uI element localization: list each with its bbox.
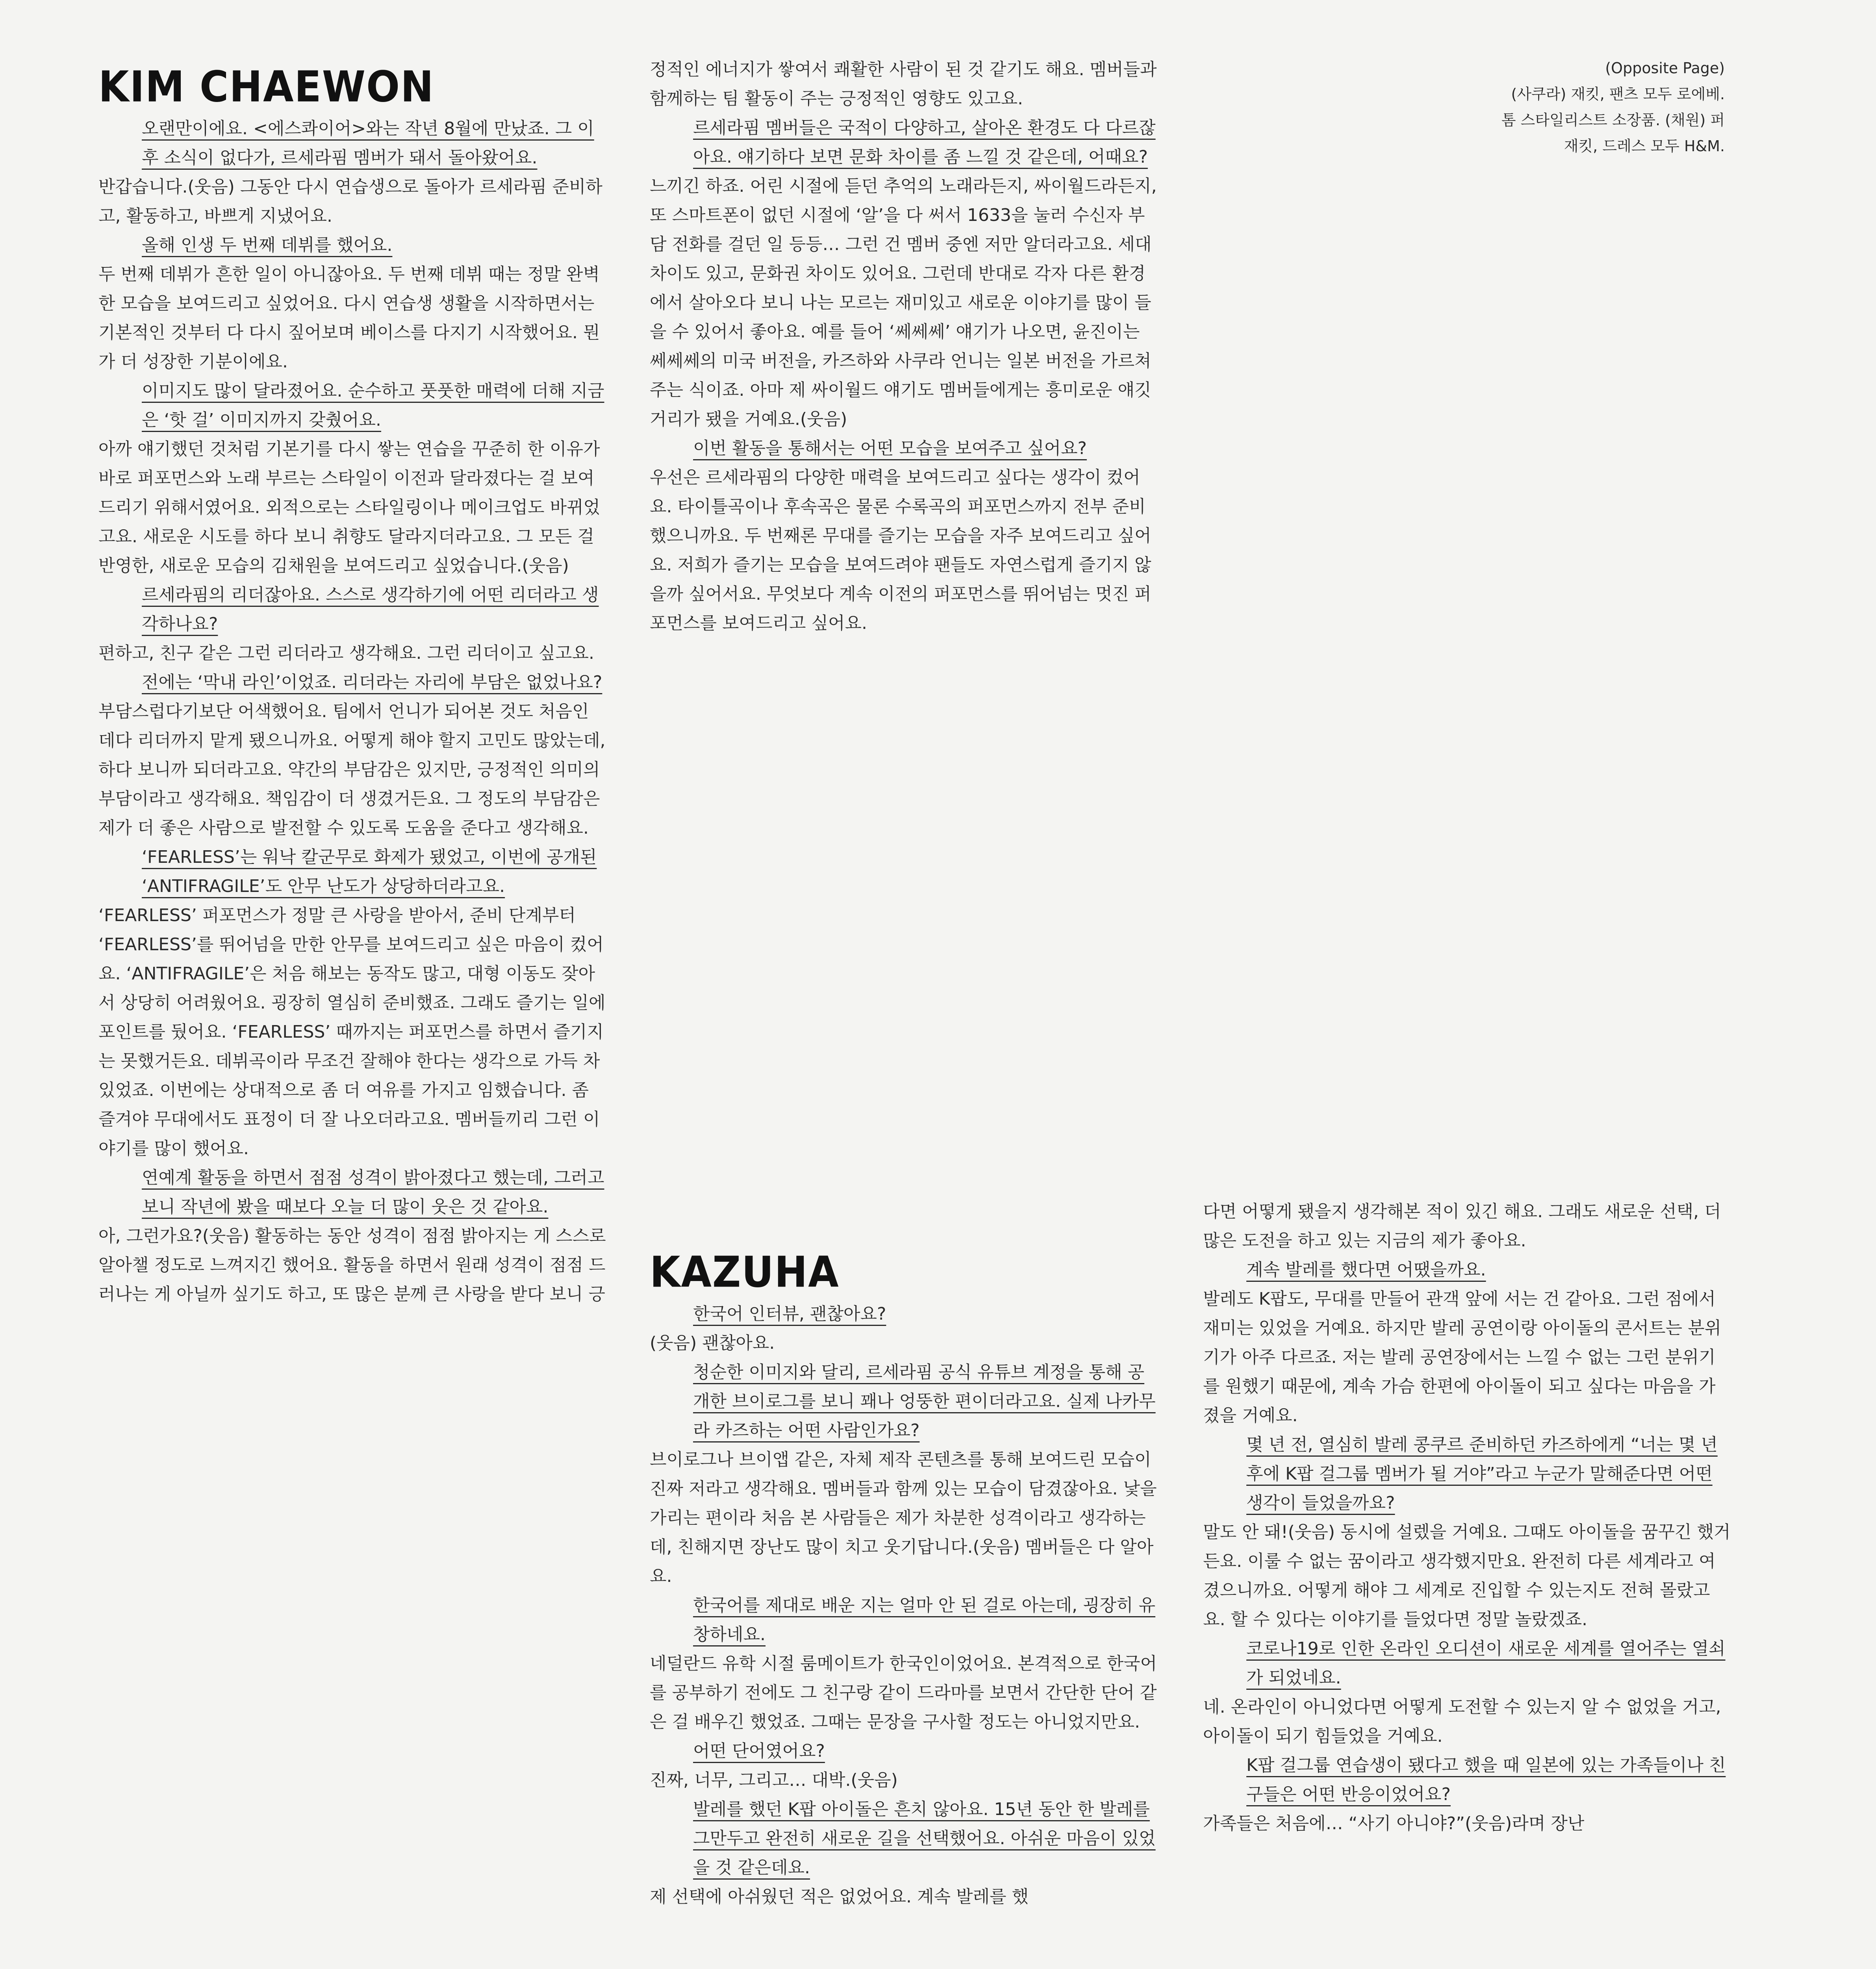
interview-question: 연예계 활동을 하면서 점점 성격이 밝아졌다고 했는데, 그러고 보니 작년에 봤을 때보다 오늘 더 많이 웃은 것 같아요.: [142, 1168, 604, 1217]
interview-block: [650, 55, 1158, 638]
interview-answer: 진짜, 너무, 그리고… 대박.(웃음): [650, 1770, 898, 1790]
interview-block: [98, 114, 606, 1309]
interview-question: 한국어 인터뷰, 괜찮아요?: [693, 1304, 886, 1324]
interview-question: 몇 년 전, 열심히 발레 콩쿠르 준비하던 카즈하에게 “너는 몇 년 후에 K팝 걸그룹 멤버가 될 거야”라고 누군가 말해준다면 어떤 생각이 들었을까요?: [1246, 1435, 1718, 1513]
interview-answer: 네덜란드 유학 시절 룸메이트가 한국인이었어요. 본격적으로 한국어를 공부하기 전에도 그 친구랑 같이 드라마를 보면서 간단한 단어 같은 걸 배우긴 했었죠. 그때는 문장을 구사할 정도는 아니었지만요.: [650, 1654, 1157, 1732]
interview-question: 어떤 단어였어요?: [693, 1741, 825, 1761]
interview-question: 한국어를 제대로 배운 지는 얼마 안 된 걸로 아는데, 굉장히 유창하네요.: [693, 1595, 1155, 1645]
kazuha-column-left: [650, 1240, 1158, 1912]
interview-answer: 부담스럽다기보단 어색했어요. 팀에서 언니가 되어본 것도 처음인 데다 리더까지 맡게 됐으니까요. 어떻게 해야 할지 고민도 많았는데, 하다 보니까 되더라고요. 약간의 부담감은 있지만, 긍정적인 의미의 부담이라고 생각해요. 책임감이 더 생겼거든요. 그 정도의 부담감은 제가 더 좋은 사람으로 발전할 수 있도록 도움을 준다고 생각해요.: [98, 701, 606, 838]
interview-answer: 우선은 르세라핌의 다양한 매력을 보여드리고 싶다는 생각이 컸어요. 타이틀곡이나 후속곡은 물론 수록곡의 퍼포먼스까지 전부 준비했으니까요. 두 번째론 무대를 즐기는 모습을 자주 보여드리고 싶어요. 저희가 즐기는 모습을 보여드려야 팬들도 자연스럽게 즐기지 않을까 싶어서요. 무엇보다 계속 이전의 퍼포먼스를 뛰어넘는 멋진 퍼포먼스를 보여드리고 싶어요.: [650, 467, 1151, 633]
interview-question: 올해 인생 두 번째 데뷔를 했어요.: [142, 235, 393, 255]
kim-column-right: [650, 55, 1158, 638]
interview-answer: 아, 그런가요?(웃음) 활동하는 동안 성격이 점점 밝아지는 게 스스로 알아챌 정도로 느껴지긴 했어요. 활동을 하면서 원래 성격이 점점 드러나는 게 아닐까 싶기도 하고, 또 많은 분께 큰 사랑을 받다 보니 긍: [98, 1226, 606, 1304]
interview-answer: 말도 안 돼!(웃음) 동시에 설렜을 거예요. 그때도 아이돌을 꿈꾸긴 했거든요. 이룰 수 없는 꿈이라고 생각했지만요. 완전히 다른 세계라고 여겼으니까요. 어떻게 해야 그 세계로 진입할 수 있는지도 전혀 몰랐고요. 할 수 있다는 이야기를 들었다면 정말 놀랐겠죠.: [1203, 1522, 1731, 1630]
interview-answer: 느끼긴 하죠. 어린 시절에 듣던 추억의 노래라든지, 싸이월드라든지, 또 스마트폰이 없던 시절에 ‘알’을 다 써서 1633을 눌러 수신자 부담 전화를 걸던 일 등등… 그런 건 멤버 중엔 저만 알더라고요. 세대 차이도 있고, 문화권 차이도 있어요. 그런데 반대로 각자 다른 환경에서 살아오다 보니 나는 모르는 재미있고 새로운 이야기를 많이 들을 수 있어서 좋아요. 예를 들어 ‘쎄쎄쎄’ 얘기가 나오면, 윤진이는 쎄쎄쎄의 미국 버전을, 카즈하와 사쿠라 언니는 일본 버전을 가르쳐주는 식이죠. 아마 제 싸이월드 얘기도 멤버들에게는 흥미로운 얘깃거리가 됐을 거예요.(웃음): [650, 176, 1157, 429]
interview-answer: 발레도 K팝도, 무대를 만들어 관객 앞에 서는 건 같아요. 그런 점에서 재미는 있었을 거예요. 하지만 발레 공연이랑 아이돌의 콘서트는 분위기가 아주 다르죠. 저는 발레 공연장에서는 느낄 수 없는 그런 분위기를 원했기 때문에, 계속 가슴 한편에 아이돌이 되고 싶다는 마음을 가졌을 거예요.: [1203, 1289, 1721, 1426]
interview-answer: 두 번째 데뷔가 흔한 일이 아니잖아요. 두 번째 데뷔 때는 정말 완벽한 모습을 보여드리고 싶었어요. 다시 연습생 생활을 시작하면서는 기본적인 것부터 다 다시 짚어보며 베이스를 다지기 시작했어요. 뭔가 더 성장한 기분이에요.: [98, 264, 600, 372]
interview-question: K팝 걸그룹 연습생이 됐다고 했을 때 일본에 있는 가족들이나 친구들은 어떤 반응이었어요?: [1246, 1755, 1726, 1804]
interview-answer: 네. 온라인이 아니었다면 어떻게 도전할 수 있는지 알 수 없었을 거고, 아이돌이 되기 힘들었을 거예요.: [1203, 1697, 1721, 1746]
photo-credits: [1402, 55, 1725, 159]
section-heading-kim: KIM CHAEWON: [98, 62, 434, 112]
interview-question: ‘FEARLESS’는 워낙 칼군무로 화제가 됐었고, 이번에 공개된 ‘ANTIFRAGILE’도 안무 난도가 상당하더라고요.: [142, 847, 597, 896]
credit-line: 재킷, 드레스 모두 H&M.: [1564, 137, 1725, 155]
interview-answer: ‘FEARLESS’ 퍼포먼스가 정말 큰 사랑을 받아서, 준비 단계부터 ‘FEARLESS’를 뛰어넘을 만한 안무를 보여드리고 싶은 마음이 컸어요. ‘ANTIFRAGILE’은 처음 해보는 동작도 많고, 대형 이동도 잦아서 상당히 어려웠어요. 굉장히 열심히 준비했죠. 그래도 즐기는 일에 포인트를 뒀어요. ‘FEARLESS’ 때까지는 퍼포먼스를 하면서 즐기지는 못했거든요. 데뷔곡이라 무조건 잘해야 한다는 생각으로 가득 차 있었죠. 이번에는 상대적으로 좀 더 여유를 가지고 임했습니다. 좀 즐겨야 무대에서도 표정이 더 잘 나오더라고요. 멤버들끼리 그런 이야기를 많이 했어요.: [98, 905, 606, 1159]
interview-question: 오랜만이에요. <에스콰이어>와는 작년 8월에 만났죠. 그 이후 소식이 없다가, 르세라핌 멤버가 돼서 돌아왔어요.: [142, 119, 594, 168]
interview-answer: 가족들은 처음에… “사기 아니야?”(웃음)라며 장난: [1203, 1813, 1585, 1834]
interview-question: 르세라핌 멤버들은 국적이 다양하고, 살아온 환경도 다 다르잖아요. 얘기하다 보면 문화 차이를 좀 느낄 것 같은데, 어때요?: [693, 118, 1156, 167]
interview-question: 발레를 했던 K팝 아이돌은 흔치 않아요. 15년 동안 한 발레를 그만두고 완전히 새로운 길을 선택했어요. 아쉬운 마음이 있었을 것 같은데요.: [693, 1799, 1156, 1878]
kazuha-column-right: [1203, 1197, 1731, 1838]
interview-block: [1203, 1197, 1731, 1838]
interview-answer: 브이로그나 브이앱 같은, 자체 제작 콘텐츠를 통해 보여드린 모습이 진짜 저라고 생각해요. 멤버들과 함께 있는 모습이 담겼잖아요. 낯을 가리는 편이라 처음 본 사람들은 제가 차분한 성격이라고 생각하는데, 친해지면 장난도 많이 치고 웃기답니다.(웃음) 멤버들은 다 알아요.: [650, 1450, 1157, 1586]
interview-answer: 다면 어떻게 됐을지 생각해본 적이 있긴 해요. 그래도 새로운 선택, 더 많은 도전을 하고 있는 지금의 제가 좋아요.: [1203, 1201, 1721, 1251]
interview-answer: 편하고, 친구 같은 그런 리더라고 생각해요. 그런 리더이고 싶고요.: [98, 643, 594, 663]
kim-column-left: [98, 55, 606, 1309]
section-heading-kazuha: KAZUHA: [650, 1247, 840, 1297]
interview-answer: 정적인 에너지가 쌓여서 쾌활한 사람이 된 것 같기도 해요. 멤버들과 함께하는 팀 활동이 주는 긍정적인 영향도 있고요.: [650, 59, 1157, 109]
credit-line: (사쿠라) 재킷, 팬츠 모두 로에베.: [1511, 85, 1725, 103]
interview-question: 계속 발레를 했다면 어땠을까요.: [1246, 1260, 1486, 1280]
interview-question: 르세라핌의 리더잖아요. 스스로 생각하기에 어떤 리더라고 생각하나요?: [142, 585, 599, 634]
interview-answer: (웃음) 괜찮아요.: [650, 1333, 775, 1353]
interview-answer: 반갑습니다.(웃음) 그동안 다시 연습생으로 돌아가 르세라핌 준비하고, 활동하고, 바쁘게 지냈어요.: [98, 177, 602, 226]
interview-answer: 제 선택에 아쉬웠던 적은 없었어요. 계속 발레를 했: [650, 1887, 1029, 1907]
interview-question: 청순한 이미지와 달리, 르세라핌 공식 유튜브 계정을 통해 공개한 브이로그를 보니 꽤나 엉뚱한 편이더라고요. 실제 나카무라 카즈하는 어떤 사람인가요?: [693, 1362, 1156, 1441]
interview-block: [650, 1300, 1158, 1912]
interview-question: 이미지도 많이 달라졌어요. 순수하고 풋풋한 매력에 더해 지금은 ‘핫 걸’ 이미지까지 갖췄어요.: [142, 381, 604, 430]
credit-line: 톰 스타일리스트 소장품. (채원) 퍼: [1501, 111, 1725, 129]
interview-question: 이번 활동을 통해서는 어떤 모습을 보여주고 싶어요?: [693, 438, 1087, 458]
interview-answer: 아까 얘기했던 것처럼 기본기를 다시 쌓는 연습을 꾸준히 한 이유가 바로 퍼포먼스와 노래 부르는 스타일이 이전과 달라졌다는 걸 보여드리기 위해서였어요. 외적으로는 스타일링이나 메이크업도 바뀌었고요. 새로운 시도를 하다 보니 취향도 달라지더라고요. 그 모든 걸 반영한, 새로운 모습의 김채원을 보여드리고 싶었습니다.(웃음): [98, 439, 601, 576]
interview-question: 코로나19로 인한 온라인 오디션이 새로운 세계를 열어주는 열쇠가 되었네요.: [1246, 1639, 1726, 1688]
interview-question: 전에는 ‘막내 라인’이었죠. 리더라는 자리에 부담은 없었나요?: [142, 672, 602, 692]
credit-line: (Opposite Page): [1605, 59, 1725, 77]
